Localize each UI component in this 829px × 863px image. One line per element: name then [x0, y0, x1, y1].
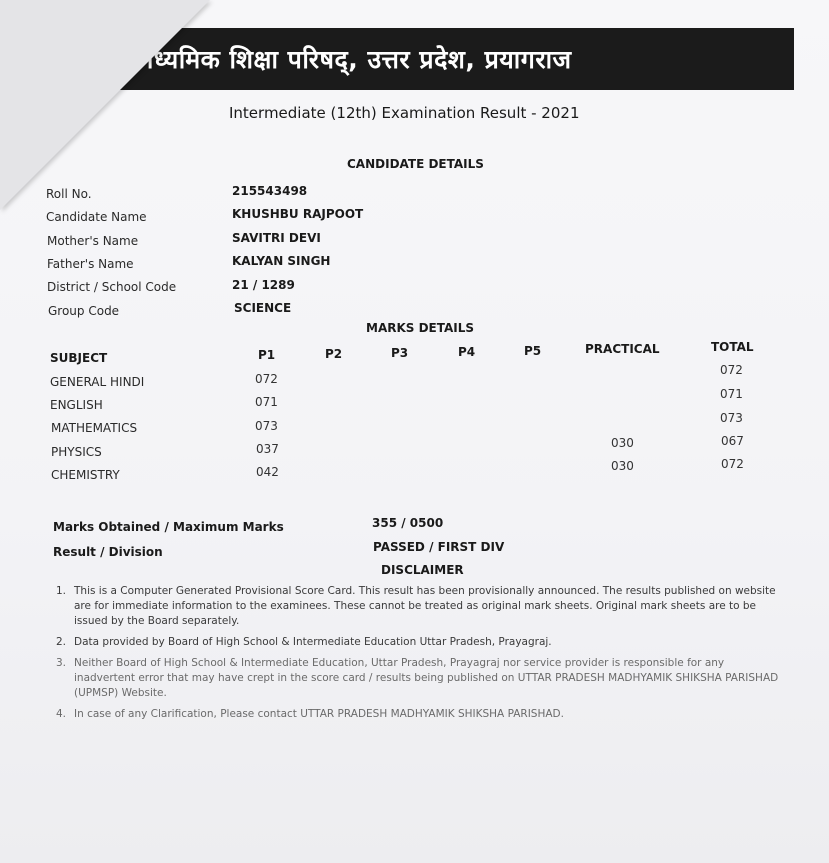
- col-p5: P5: [524, 344, 542, 358]
- district-school-value: 21 / 1289: [232, 278, 295, 292]
- disclaimer-number: 2.: [56, 636, 67, 648]
- col-subject: SUBJECT: [50, 351, 108, 365]
- board-banner: [112, 28, 794, 90]
- p1-marks: 072: [255, 372, 278, 386]
- total-marks: 072: [721, 457, 744, 471]
- col-p1: P1: [258, 348, 276, 362]
- roll-no-label: Roll No.: [46, 187, 92, 201]
- marks-details-heading: MARKS DETAILS: [366, 321, 475, 335]
- disclaimer-text: This is a Computer Generated Provisional Score Card. This result has been provisionally announced. The results published on website are for immediate information to the examinees. These cannot be treated as original mark sheets. Original mark sheets are to be issued by the Board separately.: [74, 585, 776, 627]
- total-marks: 067: [721, 434, 744, 448]
- candidate-name-value: KHUSHBU RAJPOOT: [232, 207, 364, 221]
- disclaimer-item: [56, 584, 786, 629]
- subject-name: ENGLISH: [50, 398, 103, 412]
- district-school-label: District / School Code: [47, 280, 177, 294]
- disclaimer-number: 1.: [56, 585, 67, 597]
- father-name-value: KALYAN SINGH: [232, 254, 331, 268]
- candidate-name-label: Candidate Name: [46, 210, 147, 224]
- p1-marks: 042: [256, 465, 279, 479]
- disclaimer-text: Neither Board of High School & Intermediate Education, Uttar Pradesh, Prayagraj nor service provider is responsible for any inadvertent error that may have crept in the score card / results being published on UTTAR PRADESH MADHYAMIK SHIKSHA PARISHAD (UPMSP) Website.: [74, 657, 779, 699]
- marks-obtained-value: 355 / 0500: [372, 516, 444, 530]
- practical-marks: 030: [611, 459, 634, 473]
- disclaimer-item: [56, 707, 786, 722]
- roll-no-value: 215543498: [232, 184, 308, 198]
- total-marks: 071: [720, 387, 743, 401]
- folded-corner: [0, 0, 210, 210]
- disclaimer-list: [56, 584, 786, 728]
- marks-obtained-label: Marks Obtained / Maximum Marks: [53, 520, 284, 534]
- subject-name: MATHEMATICS: [51, 421, 138, 435]
- subject-name: GENERAL HINDI: [50, 375, 145, 389]
- disclaimer-item: [56, 656, 786, 701]
- group-code-value: SCIENCE: [234, 301, 292, 315]
- total-marks: 073: [720, 411, 743, 425]
- mother-name-value: SAVITRI DEVI: [232, 231, 321, 245]
- disclaimer-text: Data provided by Board of High School & Intermediate Education Uttar Pradesh, Prayagraj.: [74, 636, 552, 648]
- subject-name: CHEMISTRY: [51, 468, 120, 482]
- board-title: ाध्यमिक शिक्षा परिषद्, उत्तर प्रदेश, प्रयागराज: [132, 45, 572, 74]
- subject-name: PHYSICS: [51, 445, 102, 459]
- p1-marks: 073: [255, 419, 278, 433]
- candidate-details-heading: CANDIDATE DETAILS: [347, 157, 484, 171]
- col-total: TOTAL: [711, 340, 754, 354]
- col-practical: PRACTICAL: [585, 342, 660, 356]
- disclaimer-text: In case of any Clarification, Please contact UTTAR PRADESH MADHYAMIK SHIKSHA PARISHAD.: [74, 708, 564, 720]
- father-name-label: Father's Name: [47, 257, 134, 271]
- p1-marks: 071: [255, 395, 278, 409]
- mother-name-label: Mother's Name: [47, 234, 139, 248]
- disclaimer-item: [56, 635, 786, 650]
- disclaimer-number: 4.: [56, 708, 67, 720]
- col-p4: P4: [458, 345, 476, 359]
- col-p2: P2: [325, 347, 343, 361]
- exam-title: Intermediate (12th) Examination Result - 2021: [229, 104, 580, 122]
- result-division-value: PASSED / FIRST DIV: [373, 540, 505, 554]
- col-p3: P3: [391, 346, 409, 360]
- disclaimer-number: 3.: [56, 657, 67, 669]
- result-division-label: Result / Division: [53, 545, 163, 559]
- disclaimer-heading: DISCLAIMER: [381, 563, 464, 577]
- group-code-label: Group Code: [48, 304, 120, 318]
- p1-marks: 037: [256, 442, 279, 456]
- practical-marks: 030: [611, 436, 634, 450]
- total-marks: 072: [720, 363, 743, 377]
